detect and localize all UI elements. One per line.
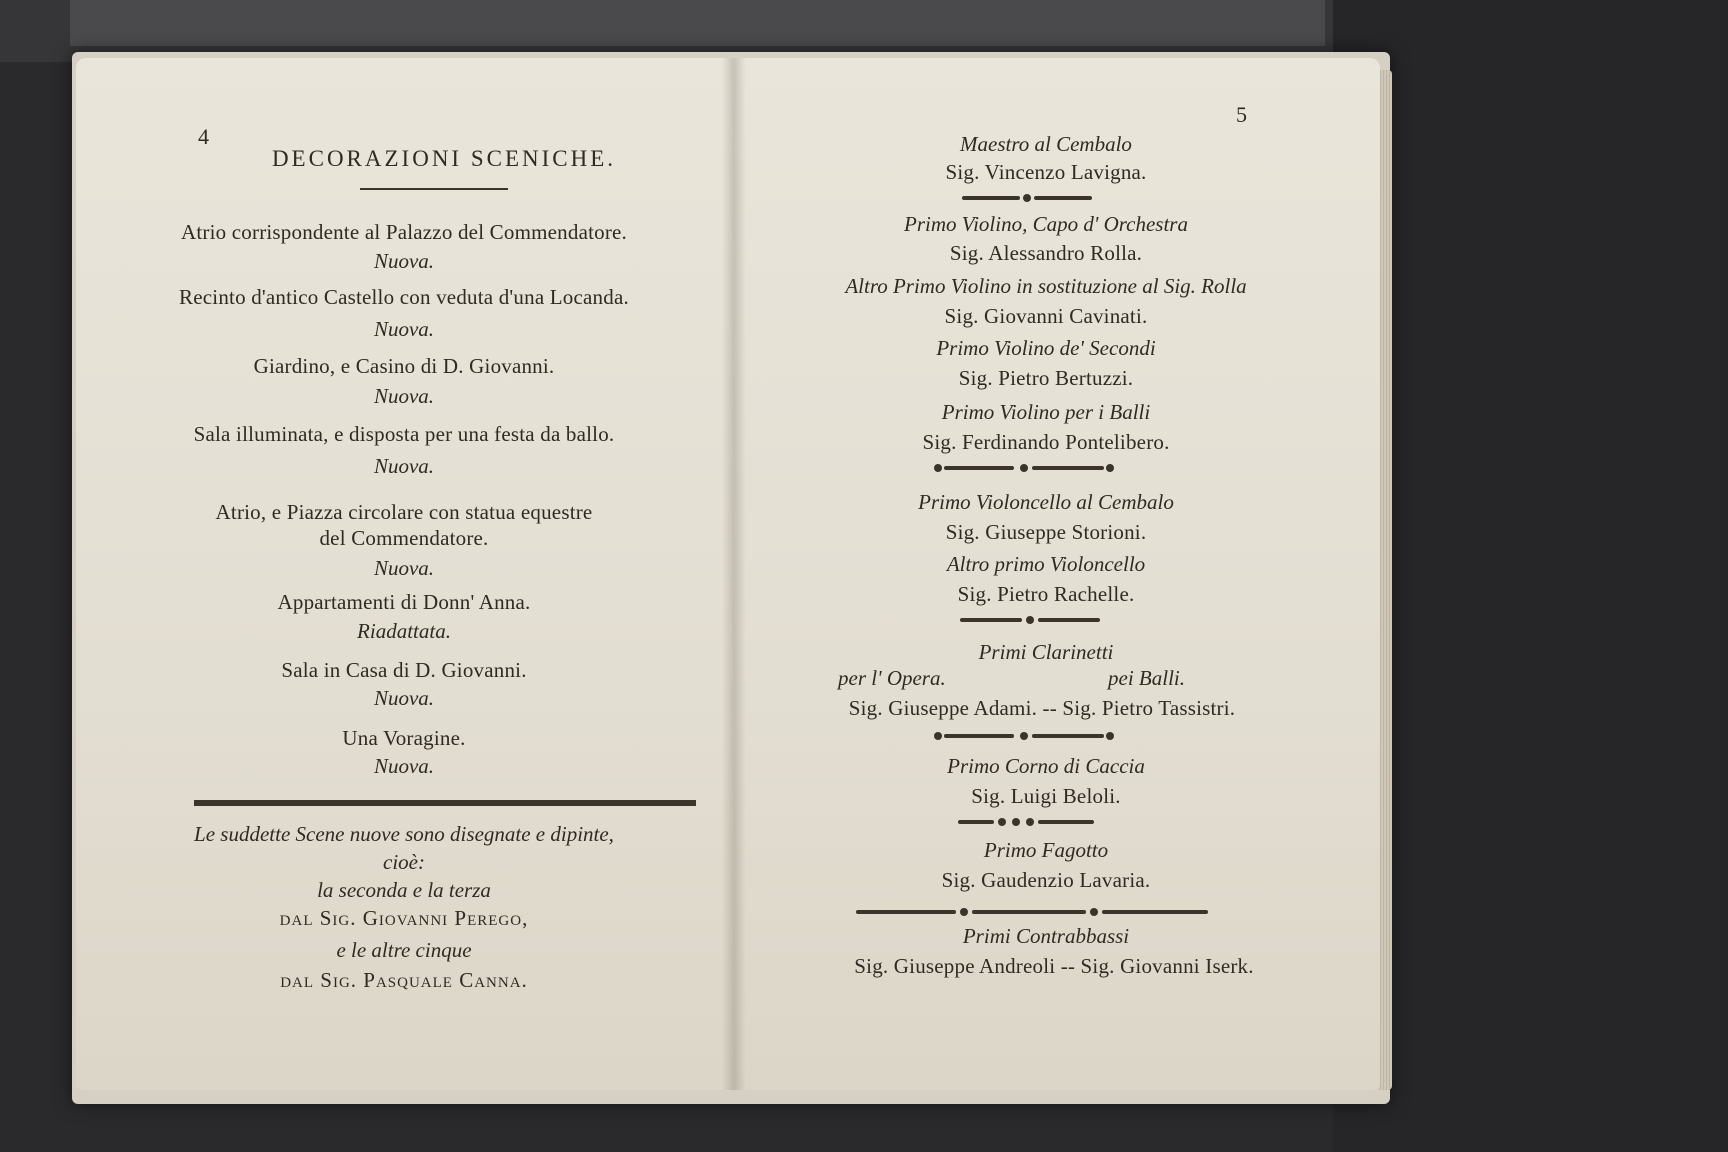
entry-11-name: Sig. Giuseppe Andreoli -- Sig. Giovanni Iserk. xyxy=(854,954,1254,978)
scene-2-status: Nuova. xyxy=(373,317,435,341)
note-line-4: dal Sig. Giovanni Perego, xyxy=(279,906,529,930)
page-number-right: 5 xyxy=(1236,102,1247,127)
left-page xyxy=(76,58,732,1090)
scene-8-name: Una Voragine. xyxy=(342,726,466,750)
entry-1-name: Sig. Vincenzo Lavigna. xyxy=(945,160,1147,184)
background-right xyxy=(1333,0,1728,1152)
entry-8-role: Primi Clarinetti xyxy=(978,640,1114,664)
scene-7-status: Nuova. xyxy=(373,686,435,710)
note-line-3: la seconda e la terza xyxy=(317,878,491,902)
entry-6-role: Primo Violoncello al Cembalo xyxy=(918,490,1174,514)
page-title: DECORAZIONI SCENICHE. xyxy=(271,146,617,171)
scene-1-name: Atrio corrispondente al Palazzo del Commendatore. xyxy=(181,220,627,244)
background-board xyxy=(70,0,1325,46)
scene-4-status: Nuova. xyxy=(373,454,435,478)
entry-9-name: Sig. Luigi Beloli. xyxy=(971,784,1121,808)
entry-4-name: Sig. Pietro Bertuzzi. xyxy=(958,366,1134,390)
ornament-6 xyxy=(856,906,1208,918)
entry-4-role: Primo Violino de' Secondi xyxy=(936,336,1156,360)
scene-4-name: Sala illuminata, e disposta per una festa da ballo. xyxy=(193,422,615,446)
entry-2-name: Sig. Alessandro Rolla. xyxy=(949,241,1143,265)
entry-1-role: Maestro al Cembalo xyxy=(960,132,1132,156)
ornament-3 xyxy=(960,614,1100,626)
entry-6-name: Sig. Giuseppe Storioni. xyxy=(945,520,1147,544)
scene-6-name: Appartamenti di Donn' Anna. xyxy=(277,590,531,614)
entry-8-sub-left: per l' Opera. xyxy=(838,666,946,690)
entry-8-name: Sig. Giuseppe Adami. -- Sig. Pietro Tassistri. xyxy=(848,696,1236,720)
entry-8-subroles xyxy=(732,666,1380,692)
note-line-1: Le suddette Scene nuove sono disegnate e dipinte, xyxy=(194,822,614,846)
ornament-5 xyxy=(958,816,1094,828)
entry-7-name: Sig. Pietro Rachelle. xyxy=(957,582,1135,606)
scene-5-name: Atrio, e Piazza circolare con statua equestre xyxy=(215,500,593,524)
note-line-6: dal Sig. Pasquale Canna. xyxy=(280,968,528,992)
entry-11-role: Primi Contrabbassi xyxy=(962,924,1130,948)
scene-5-status: Nuova. xyxy=(373,556,435,580)
scene-6-status: Riadattata. xyxy=(357,619,451,643)
scene-2-name: Recinto d'antico Castello con veduta d'una Locanda. xyxy=(179,285,629,309)
ornament-1 xyxy=(962,192,1092,204)
scene-5-name-line2: del Commendatore. xyxy=(319,526,489,550)
scene-3-name: Giardino, e Casino di D. Giovanni. xyxy=(253,354,555,378)
scene-7-name: Sala in Casa di D. Giovanni. xyxy=(281,658,527,682)
entry-9-role: Primo Corno di Caccia xyxy=(947,754,1145,778)
entry-2-role: Primo Violino, Capo d' Orchestra xyxy=(904,212,1188,236)
ornament-4 xyxy=(934,730,1114,742)
scene-8-status: Nuova. xyxy=(373,754,435,778)
scene-3-status: Nuova. xyxy=(373,384,435,408)
entry-8-sub-right: pei Balli. xyxy=(1108,666,1185,690)
entry-7-role: Altro primo Violoncello xyxy=(946,552,1146,576)
section-divider xyxy=(194,800,696,806)
title-rule xyxy=(360,188,508,190)
entry-3-role: Altro Primo Violino in sostituzione al Sig. Rolla xyxy=(845,274,1247,298)
entry-5-role: Primo Violino per i Balli xyxy=(941,400,1151,424)
scene-1-status: Nuova. xyxy=(373,249,435,273)
note-line-2: cioè: xyxy=(383,850,425,874)
entry-10-role: Primo Fagotto xyxy=(983,838,1109,862)
entry-5-name: Sig. Ferdinando Pontelibero. xyxy=(922,430,1170,454)
page-edges xyxy=(1378,70,1392,1090)
entry-10-name: Sig. Gaudenzio Lavaria. xyxy=(941,868,1151,892)
right-page xyxy=(732,58,1380,1090)
entry-3-name: Sig. Giovanni Cavinati. xyxy=(944,304,1148,328)
ornament-2 xyxy=(934,462,1114,474)
book-gutter xyxy=(722,58,746,1090)
note-line-5: e le altre cinque xyxy=(336,938,472,962)
page-number-left: 4 xyxy=(198,124,209,149)
